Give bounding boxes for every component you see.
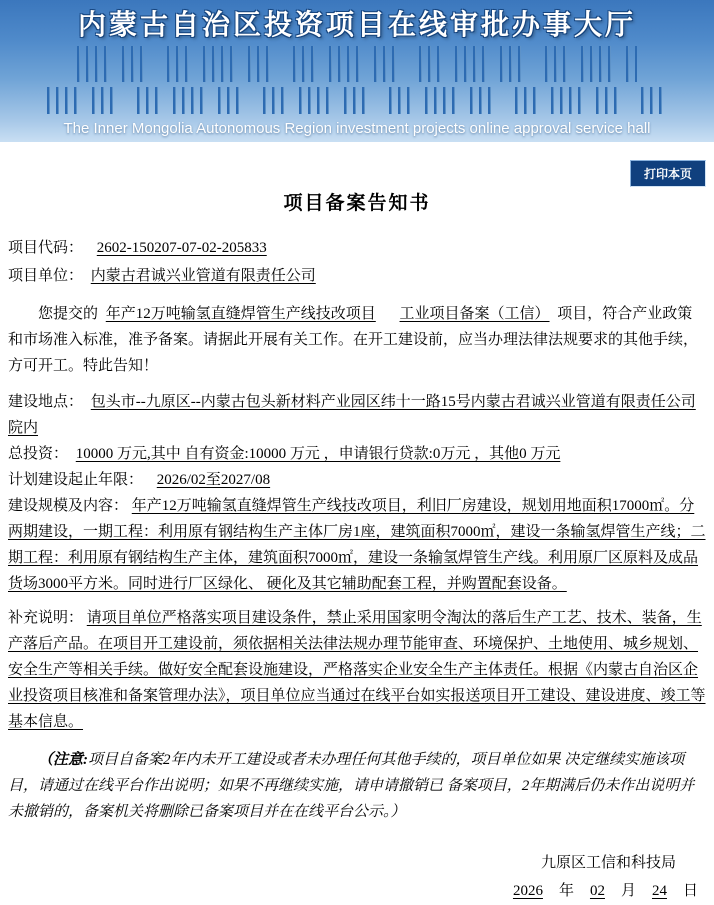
site-subtitle-english: The Inner Mongolia Autonomous Region investment projects online approval service hall xyxy=(63,120,651,137)
document-date xyxy=(499,879,700,903)
document-body xyxy=(0,142,714,825)
project-name-value: 年产12万吨输氢直缝焊管生产线技改项目 xyxy=(105,306,376,322)
date-month-label: 月 xyxy=(620,883,636,899)
issuing-authority: 九原区工信和科技局 xyxy=(540,855,676,871)
investment-label: 总投资： xyxy=(8,446,69,462)
project-unit-label: 项目单位： xyxy=(8,268,84,284)
print-page-button[interactable]: 打印本页 xyxy=(630,160,706,187)
notice-body: 项目自备案2年内未开工建设或者未办理任何其他手续的，项目单位如果 决定继续实施该项目，请通过在线平台作出说明；如果不再继续实施，请申请撤销已 备案项目，2年期满后仍未作出说明并未撤销的，备案机关将删除已备案项目并在在线平台公示。） xyxy=(8,752,695,820)
location-label: 建设地点： xyxy=(8,394,84,410)
supplement-row xyxy=(8,605,706,735)
investment-value: 10000 万元,其中 自有资金:10000 万元 ，申请银行贷款:0万元 ，其他0 万元 xyxy=(75,446,561,462)
project-code-value: 2602-150207-07-02-205833 xyxy=(96,240,267,256)
toolbar xyxy=(8,160,706,184)
header-banner xyxy=(0,0,714,142)
record-type-value: 工业项目备案（工信） xyxy=(399,306,550,322)
site-title: 内蒙古自治区投资项目在线审批办事大厅 xyxy=(77,9,636,40)
project-unit-row xyxy=(8,263,706,289)
period-value: 2026/02至2027/08 xyxy=(156,472,271,488)
investment-row xyxy=(8,441,706,467)
supplement-label: 补充说明： xyxy=(8,610,84,626)
scale-value: 年产12万吨输氢直缝焊管生产线技改项目，利旧厂房建设，规划用地面积17000㎡。分两期建设，一期工程：利用原有钢结构生产主体厂房1座，建筑面积7000㎡，建设一条输氢焊管生产线；二期工程：利用原有钢结构生产主体，建筑面积7000㎡，建设一条输氢焊管生产线。利用原厂区原料及成品货场3000平方米。同时进行厂区绿化、 硬化及其它辅助配套工程，并购置配套设备。 xyxy=(8,498,706,592)
notice-paragraph xyxy=(8,747,706,825)
mongolian-script-row-2 xyxy=(47,87,667,114)
date-day-value: 24 xyxy=(651,883,667,899)
intro-paragraph xyxy=(8,301,706,379)
project-code-label: 项目代码： xyxy=(8,240,84,256)
signature-block xyxy=(499,851,714,905)
intro-prefix: 您提交的 xyxy=(38,306,99,322)
location-value: 包头市--九原区--内蒙古包头新材料产业园区纬十一路15号内蒙古君诚兴业管道有限责任公司院内 xyxy=(8,394,696,436)
intro-suffix: 项目，符合产业政策和市场准入标准，准予备案。请据此开展有关工作。在开工建设前，应当办理法律法规要求的其他手续，方可开工。特此告知！ xyxy=(8,306,699,374)
document-title: 项目备案告知书 xyxy=(283,193,431,214)
project-unit-value: 内蒙古君诚兴业管道有限责任公司 xyxy=(90,268,316,284)
date-month-value: 02 xyxy=(589,883,605,899)
notice-label: （注意: xyxy=(38,752,88,768)
scale-label: 建设规模及内容： xyxy=(8,498,129,514)
date-day-label: 日 xyxy=(682,883,698,899)
date-year-value: 2026 xyxy=(512,883,543,899)
date-year-label: 年 xyxy=(558,883,574,899)
supplement-value: 请项目单位严格落实项目建设条件，禁止采用国家明令淘汰的落后生产工艺、技术、装备，生产落后产品。在项目开工建设前，须依据相关法律法规办理节能审查、环境保护、土地使用、城乡规划、安全生产等相关手续。做好安全配套设施建设，严格落实企业安全生产主体责任。根据《内蒙古自治区企业投资项目核准和备案管理办法》，项目单位应当通过在线平台如实报送项目开工建设、建设进度、竣工等基本信息。 xyxy=(8,610,706,730)
location-row xyxy=(8,389,706,441)
scale-row xyxy=(8,493,706,597)
period-label: 计划建设起止年限： xyxy=(8,472,144,488)
project-code-row xyxy=(8,235,706,261)
period-row xyxy=(8,467,706,493)
mongolian-script-row-1 xyxy=(77,46,637,82)
project-fields xyxy=(8,235,706,289)
